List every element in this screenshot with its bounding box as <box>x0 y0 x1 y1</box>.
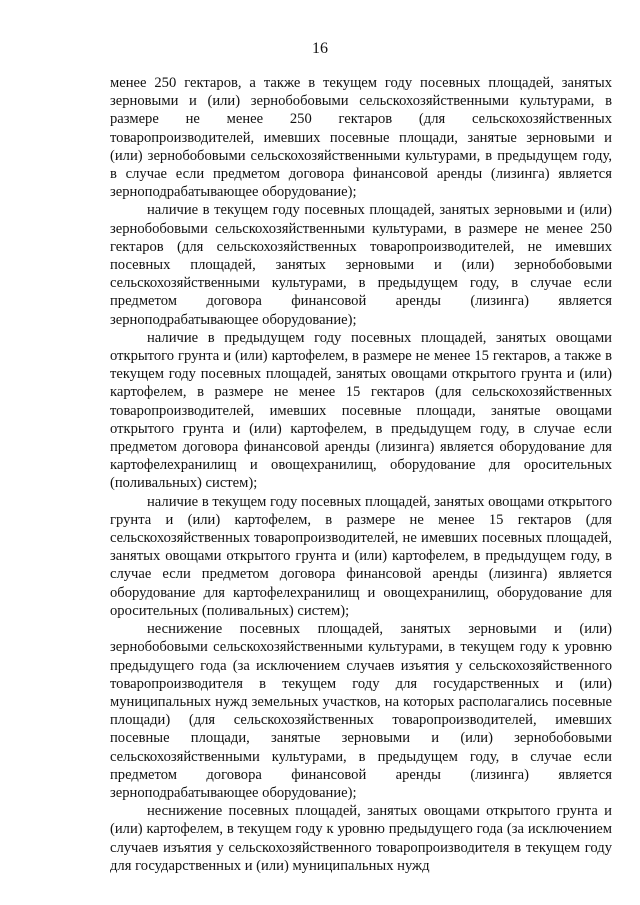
paragraph: менее 250 гектаров, а также в текущем году посевных площадей, занятых зерновыми и (или) зернобобовыми сельскохозяйственными культурами, в размере не менее 250 гектаров (для сельскохозяйственных товаропроизводителей, имевших посевные площади, занятые зерновыми и (или) зернобобовыми сельскохозяйственными культурами, в предыдущем году, в случае если предметом договора финансовой аренды (лизинга) является зерноподрабатывающее оборудование); <box>110 75 612 201</box>
paragraph: наличие в предыдущем году посевных площадей, занятых овощами открытого грунта и (или) картофелем, в размере не менее 15 гектаров, а также в текущем году посевных площадей, занятых овощами открытого грунта и (или) картофелем, в размере не менее 15 гектаров (для сельскохозяйственных товаропроизводителей, имевших посевные площади, занятые овощами открытого грунта и (или) картофелем, в предыдущем году, в случае если предметом договора финансовой аренды (лизинга) является оборудование для картофелехранилищ и овощехранилищ, оборудование для оросительных (поливальных) систем); <box>110 329 612 492</box>
paragraph: неснижение посевных площадей, занятых овощами открытого грунта и (или) картофелем, в текущем году к уровню предыдущего года (за исключением случаев изъятия у сельскохозяйственного товаропроизводителя в текущем году для государственных и (или) муниципальных нужд <box>110 803 612 874</box>
page-number: 16 <box>312 40 328 57</box>
paragraph: наличие в текущем году посевных площадей, занятых овощами открытого грунта и (или) картофелем, в размере не менее 15 гектаров (для сельскохозяйственных товаропроизводителей, не имевших посевных площадей, занятых овощами открытого грунта и (или) картофелем, в предыдущем году, в случае если предметом договора финансовой аренды (лизинга) является оборудование для картофелехранилищ и овощехранилищ, оборудование для оросительных (поливальных) систем); <box>110 493 612 619</box>
paragraph: неснижение посевных площадей, занятых зерновыми и (или) зернобобовыми сельскохозяйственными культурами, в текущем году к уровню предыдущего года (за исключением случаев изъятия у сельскохозяйственного товаропроизводителя в текущем году для государственных и (или) муниципальных нужд земельных участков, на которых располагались посевные площади) (для сельскохозяйственных товаропроизводителей, имевших посевные площади, занятые зерновыми и (или) зернобобовыми сельскохозяйственными культурами, в предыдущем году, в случае если предметом договора финансовой аренды (лизинга) является зерноподрабатывающее оборудование); <box>110 621 612 801</box>
body-text <box>110 74 612 875</box>
paragraph: наличие в текущем году посевных площадей, занятых зерновыми и (или) зернобобовыми сельскохозяйственными культурами, в размере не менее 250 гектаров (для сельскохозяйственных товаропроизводителей, не имевших посевных площадей, занятых зерновыми и (или) зернобобовыми сельскохозяйственными культурами, в предыдущем году, в случае если предметом договора финансовой аренды (лизинга) является зерноподрабатывающее оборудование); <box>110 202 612 328</box>
